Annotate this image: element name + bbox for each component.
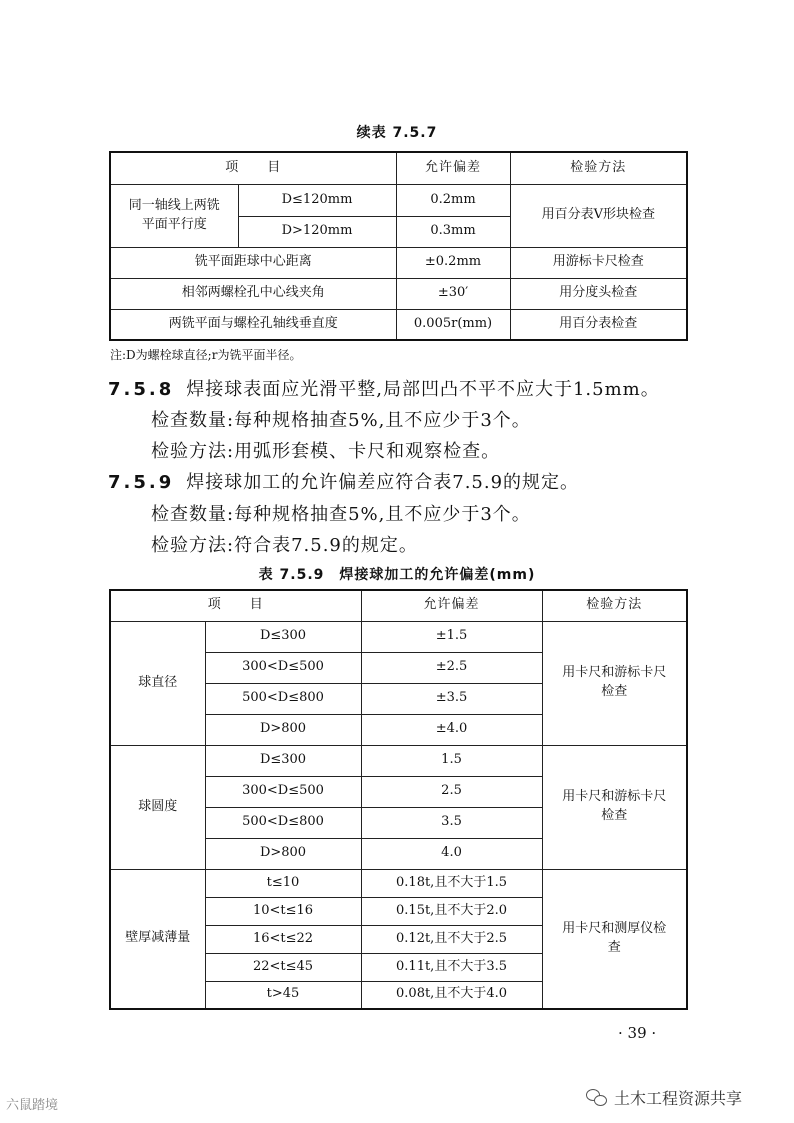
clause-line: [151, 437, 500, 463]
clause-text: 焊接球加工的允许偏差应符合表7.5.9的规定。: [186, 472, 580, 493]
table1-note: 注:D为螺栓球直径;r为铣平面半径。: [110, 348, 302, 362]
table2-condition: D≤300: [205, 621, 361, 652]
table2-tolerance: 3.5: [361, 807, 542, 838]
table1-header-method: 检验方法: [510, 152, 687, 184]
wechat-icon: [586, 1089, 608, 1107]
table2-title: 表 7.5.9 焊接球加工的允许偏差(mm): [258, 567, 536, 583]
table1-tolerance: ±30′: [396, 278, 510, 309]
table2-condition: t≤10: [205, 869, 361, 897]
table1: [109, 151, 688, 341]
table2-header-item: 项 目: [110, 590, 361, 621]
clause-text: 检验方法:用弧形套模、卡尺和观察检查。: [151, 441, 501, 462]
table2-tolerance: ±1.5: [361, 621, 542, 652]
table1-tolerance: 0.005r(mm): [396, 309, 510, 340]
table1-header-tolerance: 允许偏差: [396, 152, 510, 184]
table1-item: 两铣平面与螺栓孔轴线垂直度: [110, 309, 396, 340]
clause-text: 检验方法:符合表7.5.9的规定。: [151, 535, 418, 556]
table2-tolerance: 1.5: [361, 745, 542, 776]
table2-header-tolerance: 允许偏差: [361, 590, 542, 621]
table1-group-label: 同一轴线上两铣平面平行度: [110, 184, 238, 247]
table2-group-item: 球直径: [110, 621, 205, 745]
table2-group-method: 用卡尺和游标卡尺检查: [542, 621, 687, 745]
table1-item: 铣平面距球中心距离: [110, 247, 396, 278]
watermark-left: 六鼠踏境: [6, 1098, 59, 1113]
table2-group-method: 用卡尺和测厚仪检查: [542, 869, 687, 1009]
table2: [109, 589, 688, 1010]
clause-number: 7.5.8: [108, 379, 175, 400]
table2-group-method: 用卡尺和游标卡尺检查: [542, 745, 687, 869]
clause-text: 检查数量:每种规格抽查5%,且不应少于3个。: [151, 504, 531, 525]
table2-tolerance: 0.08t,且不大于4.0: [361, 981, 542, 1009]
table2-condition: 500<D≤800: [205, 683, 361, 714]
table2-tolerance: ±2.5: [361, 652, 542, 683]
table2-condition: D>800: [205, 838, 361, 869]
table1-item: 相邻两螺栓孔中心线夹角: [110, 278, 396, 309]
clause-7-5-8: [108, 375, 660, 401]
table2-group-item: 球圆度: [110, 745, 205, 869]
table1-condition: D>120mm: [238, 216, 396, 247]
table2-condition: 10<t≤16: [205, 897, 361, 925]
table1-method: 用百分表检查: [510, 309, 687, 340]
table2-tolerance: 4.0: [361, 838, 542, 869]
watermark-right-text: 土木工程资源共享: [614, 1089, 743, 1108]
table1-tolerance: 0.2mm: [396, 184, 510, 216]
table2-condition: t>45: [205, 981, 361, 1009]
table2-tolerance: 0.18t,且不大于1.5: [361, 869, 542, 897]
table2-tolerance: 2.5: [361, 776, 542, 807]
table2-condition: 300<D≤500: [205, 652, 361, 683]
table1-tolerance: 0.3mm: [396, 216, 510, 247]
page-number: · 39 ·: [618, 1024, 657, 1042]
table2-condition: D>800: [205, 714, 361, 745]
watermark-right: [586, 1086, 742, 1109]
table2-tolerance: 0.11t,且不大于3.5: [361, 953, 542, 981]
clause-number: 7.5.9: [108, 472, 175, 493]
table1-header-item: 项 目: [110, 152, 396, 184]
table2-condition: D≤300: [205, 745, 361, 776]
table2-condition: 500<D≤800: [205, 807, 361, 838]
table2-condition: 16<t≤22: [205, 925, 361, 953]
table1-tolerance: ±0.2mm: [396, 247, 510, 278]
clause-line: [151, 406, 531, 432]
table2-condition: 22<t≤45: [205, 953, 361, 981]
table2-tolerance: 0.12t,且不大于2.5: [361, 925, 542, 953]
clause-7-5-9: [108, 468, 579, 494]
table2-tolerance: ±3.5: [361, 683, 542, 714]
table2-condition: 300<D≤500: [205, 776, 361, 807]
table2-tolerance: 0.15t,且不大于2.0: [361, 897, 542, 925]
table1-condition: D≤120mm: [238, 184, 396, 216]
table1-method: 用分度头检查: [510, 278, 687, 309]
clause-text: 焊接球表面应光滑平整,局部凹凸不平不应大于1.5mm。: [186, 379, 660, 400]
table1-method: 用游标卡尺检查: [510, 247, 687, 278]
table1-group-method: 用百分表V形块检查: [510, 184, 687, 247]
table2-tolerance: ±4.0: [361, 714, 542, 745]
clause-line: [151, 531, 418, 557]
table2-group-item: 壁厚减薄量: [110, 869, 205, 1009]
table1-title: 续表 7.5.7: [356, 125, 438, 141]
table2-header-method: 检验方法: [542, 590, 687, 621]
clause-text: 检查数量:每种规格抽查5%,且不应少于3个。: [151, 410, 531, 431]
clause-line: [151, 500, 531, 526]
